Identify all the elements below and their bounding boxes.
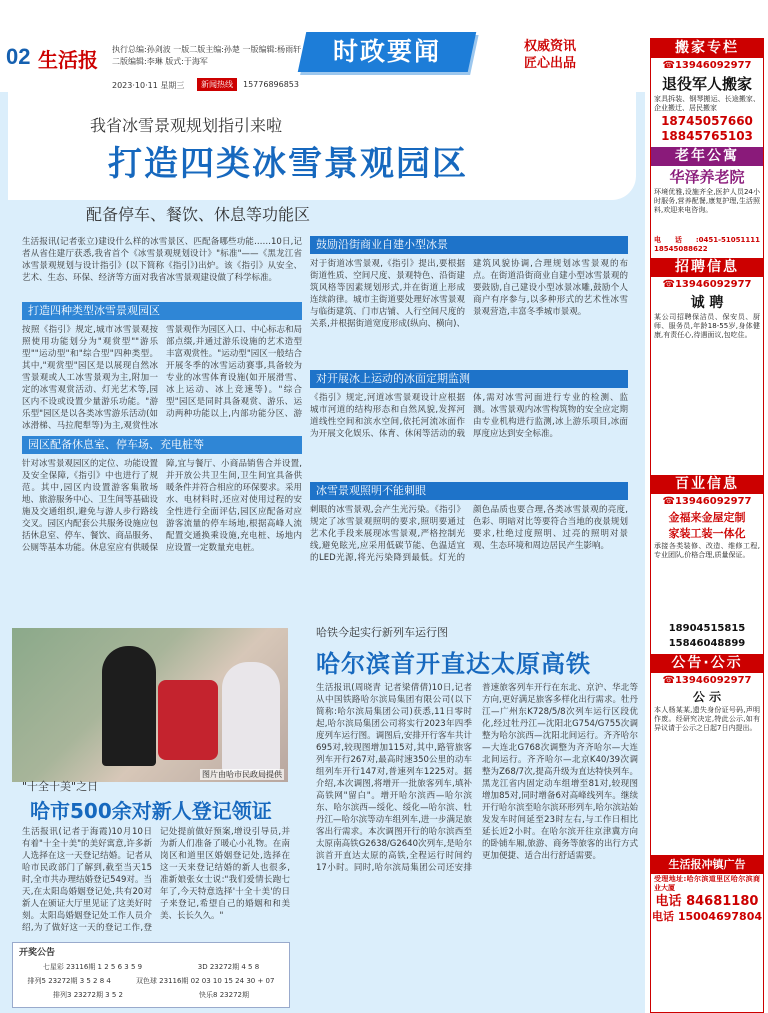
- lottery-item: 七星彩 23116期 1 2 5 6 3 5 9: [42, 963, 143, 971]
- section-heading-3: 鼓励沿街商业自建小型冰景: [310, 236, 628, 254]
- ad-phone: ☎13946092977: [662, 496, 752, 507]
- ad-title: 华泽养老院: [669, 168, 745, 186]
- ad-head-moving: 搬家专栏: [651, 39, 763, 58]
- section-text-5: 刺眼的冰雪景观,会产生光污染。《指引》规定了冰雪景观照明的要求,照明要通过艺术化手段来展现冰雪景观,严格控制光线,避免眩光,应采用低碳节能、色温适宜的LED光源,将光污染降到最低。灯光的颜色品质也要合理,各类冰雪景观的亮度,色彩、明暗对比等要符合当地的夜景规划要求,杜绝过度照明、过亮的照明对景观、生态环境和周边居民产生影响。: [310, 505, 628, 563]
- ad-head-elderly: 老年公寓: [651, 147, 763, 166]
- lottery-item: 快乐8 23272期: [199, 991, 249, 999]
- lottery-row: [13, 988, 289, 1002]
- lottery-item: 双色球 23116期 02 03 10 15 24 30 + 07: [135, 977, 275, 985]
- ad-head-notice: 公告·公示: [651, 654, 763, 673]
- classified-sidebar: [650, 38, 764, 1013]
- lottery-row: [13, 960, 289, 974]
- ad-phone: 18745057660: [661, 114, 753, 128]
- ad-head-jobs: 招聘信息: [651, 258, 763, 277]
- red-banner-shape: [158, 680, 218, 760]
- ad-phone: 18845765103: [661, 129, 753, 143]
- ad-phone: 18904515815: [668, 623, 746, 634]
- section-text-4: 《指引》规定,河道冰雪景观设计应根据城市河道的结构形态和自然风貌,发挥河道线性空间和滨水空间,依托河流冰面作为开展文化娱乐、体育、休闲等活动的载体,需对冰雪河面进行专业的检测、监测。冰雪景观内冰雪构筑物的安全应定期由专业机构进行监测,冰上游乐项目,冰面厚度应达到安全标准。: [310, 393, 628, 439]
- wedding-text: 生活报讯(记者于海霞)10月10日有着"十全十美"的美好寓意,许多新人选择在这一天登记结婚。记者从哈市民政部门了解到,截至当天15时,全市共办理结婚登记549对。当天,在太阳岛婚姻登记处,共有20对新人在颁证大厅里见证了这美好时刻。太阳岛婚姻登记处工作人员介绍,为了做好这一天的登记工作,登记处提前做好预案,增设引导员,并为新人们准备了暖心小礼物。在南岗区和道里区婚姻登记处,选择在这一天来登记结婚的新人也很多,准新娘张女士说:"我们爱情长跑七年了,今天特意选择'十全十美'的日子来登记,希望自己的婚姻和和美美、长长久久。": [22, 827, 290, 933]
- rail-headline: 哈尔滨首开直达太原高铁: [316, 650, 591, 678]
- lottery-row: [13, 974, 289, 988]
- ad-desc: 受理地址:哈尔滨道里区哈尔滨商业大厦: [654, 875, 760, 892]
- photo-caption: 图片由哈市民政局提供: [202, 770, 282, 779]
- section-heading-4: 对开展冰上运动的冰面定期监测: [310, 370, 628, 388]
- lead-subhead: 配备停车、餐饮、休息等功能区: [86, 205, 311, 224]
- section-heading-1: 打造四种类型冰雪景观园区: [22, 302, 302, 320]
- rail-text: 生活报讯(周晓青 记者梁倩倩)10日,记者从中国铁路哈尔滨局集团有限公司(以下简称:哈尔滨局集团公司)获悉,11日零时起,哈尔滨局集团公司将实行2023年四季度列车运行图。调图后,安排开行客车共计695对,较现图增加115对,其中,路管旅客列车开行267对,最高时速350公里的动车组列车开行147对,普速列车1225对。据介绍,本次调图,将增开一批旅客列车,填补高铁网"留白"。增开哈尔滨西—哈尔滨东、哈尔滨西—绥化、绥化—哈尔滨、牡丹江—哈尔滨等动车组列车,进一步满足旅客出行需求。本次调图开行的哈尔滨西至太原南高铁G2638/G2640次列车,是哈尔滨首开直达太原的高铁,全程运行时间约17小时。同时,哈尔滨局集团公司还安排普速旅客列车开行在东北、京沪、华北等方向,更好满足旅客多样化出行需求。牡丹江—广州东K728/5/8次列车运行区段优化,经过牡丹江—沈阳北G754/G755次调整为哈尔滨西—沈阳北间运行。齐齐哈尔—大连北G768次调整为齐齐哈尔—大连北间运行。齐齐哈尔—北京K40/39次调整为Z68/7次,提高升级为直达特快列车。黑龙江省内固定动车组增至81对,较现图增加85对,同时增备6对高峰线列车。继续开行哈尔滨至哈尔滨环形列车,哈尔滨站始发发车时间延至23时左右,与工作日相比延长近2小时。在哈尔滨开往京津冀方向的卧铺车厢,旅游、商务等旅客的出行方式更加便捷、适合出行舒适需要。: [316, 683, 638, 873]
- ad-phone: 电话 15004697804: [651, 910, 763, 923]
- ad-title: 金福来金屋定制: [668, 511, 746, 524]
- lead-kicker: 我省冰雪景观规划指引来啦: [90, 116, 283, 135]
- section-heading-2: 园区配备休息室、停车场、充电桩等: [22, 436, 302, 454]
- wedding-tag: "十全十美"之日: [22, 780, 99, 793]
- page-number: 02: [6, 44, 31, 69]
- lead-intro: 生活报讯(记者张立)建设什么样的冰雪景区、匹配备哪些功能……10日,记者从省住建厅获悉,我省首个《冰雪景观规划设计》"标准"——《黑龙江省冰雪景观规划与设计指引》(以下简称《指引》)出炉。该《指引》从安全、艺术、生态、环保、经济等方面对我省冰雪景观建设做了科学标准。: [22, 237, 302, 283]
- lottery-box: [12, 942, 290, 1008]
- ad-phone: 电话 84681180: [655, 894, 759, 909]
- ad-title: 公 示: [692, 690, 722, 704]
- editorial-crew: 执行总编:孙剑波 一版二版主编:孙楚 一版编辑:杨雨轩 二版编辑:李琳 版式:于海军: [112, 45, 302, 66]
- ad-head-business: 百业信息: [651, 475, 763, 494]
- section-text-1: 按照《指引》规定,城市冰雪景观按照使用功能划分为"观赏型""游乐型""运动型"和"综合型"四种类型。其中,"观赏型"园区是以展现自然冰雪景观或人工冰雪景观为主,附加一定的冰雪观赏活动、灯光艺术等,园区内不设或设置少量游乐功能。"游乐型"园区是以各类冰雪游乐活动(如冰滑梯、马拉爬犁等)为主,观赏性冰雪景观作为园区入口、中心标志和局部点缀,并通过游乐设施的艺术造型丰富观赏性。"运动型"园区一般结合开展冬季的冰雪运动赛事,具备较为专业的冰雪体育设施(如开展滑雪、冰上运动、冰上竞速等)。"综合型"园区是同时具备观赏、游乐、运动两种功能以上,内部功能分区、游: [22, 325, 302, 431]
- paper-name: 生活报: [38, 48, 98, 72]
- ad-desc: 环境优雅,设施齐全,医护人员24小时服务,营养配餐,康复护理,生活照料,欢迎来电咨询。: [654, 188, 760, 214]
- ad-desc: 某公司招聘保洁员、保安员、厨师、服务员,年龄18-55岁,身体健康,有责任心,待遇面议,包吃住。: [654, 313, 760, 339]
- hotline-label: 新闻热线: [197, 78, 237, 91]
- wedding-headline: 哈市500余对新人登记领证: [30, 799, 272, 823]
- ad-title: 家装工装一体化: [668, 527, 746, 540]
- ad-desc: 家具拆装、钢琴搬运、长途搬家、企业搬迁、居民搬家: [654, 95, 760, 112]
- lottery-item: 排列5 23272期 3 5 2 8 4: [27, 977, 111, 985]
- rail-kicker: 哈铁今起实行新列车运行图: [316, 626, 448, 639]
- section-text-3: 对于街道冰雪景观,《指引》提出,要根据街道性质、空间尺度、景观特色、沿街建筑风格等因素规划形式,并在街道上形成连续韵律。城市主街道要处理好冰雪景观与临街建筑、门市店铺、人行空间尺度的关系,并根据街道宽度形成(纵向、横向)、建筑风貌协调,合理规划冰雪景观的布点。在街道沿街商业自建小型冰雪景观的要鼓励,自己建设小型冰景冰雕,鼓励个人商户有序参与,以多种形式的艺术性冰雪景观营造,丰富冬季城市景观。: [310, 259, 628, 329]
- section-text-2: 针对冰雪景观园区的定位、功能设置及安全保障,《指引》中也进行了规范。其中,园区内设置游客集散场地、旅游服务中心、卫生间等基础设施及交通组织,避免与游人步行路线交叉。园区内配套公共服务设施应包括休息室、停车、餐饮、商品服务、公厕等基本功能。休息室应有供暖保障,宜与餐厅、小商品销售合并设置,并开放公共卫生间,卫生间宜具备供暖条件并符合相应的环保要求。采用水、电材料时,还应对使用过程的安全性进行全面评估,园区应配备对应游客流量的停车场地,根据高峰人流配置交通换乘设施,充电桩、场地内应设置一定数量充电桩。: [22, 459, 302, 553]
- section-heading-5: 冰雪景观照明不能刺眼: [310, 482, 628, 500]
- ad-desc: 本人杨某某,遗失身份证号码,声明作废。经研究决定,特此公示,如有异议请于公示之日起7日内提出。: [654, 706, 760, 732]
- section-banner: 时政要闻: [298, 32, 477, 72]
- ad-contact: 电话:0451-51051111 18545088622: [654, 236, 760, 253]
- ad-title: 退役军人搬家: [661, 75, 752, 93]
- issue-date: 2023·10·11 星期三: [112, 81, 185, 90]
- ad-phone: ☎13946092977: [662, 675, 752, 686]
- ad-desc: 承接各类装修、改造、维修工程,专业团队,价格合理,质量保证。: [654, 542, 760, 559]
- lead-headline: 打造四类冰雪景观园区: [108, 144, 468, 184]
- ad-phone: 15846048899: [668, 638, 746, 649]
- hotline-number: 15776896853: [243, 80, 299, 89]
- ad-title: 诚 聘: [690, 295, 724, 311]
- bride-figure: [222, 662, 280, 772]
- ad-phone: ☎13946092977: [662, 60, 752, 71]
- wedding-photo: [12, 628, 288, 782]
- lottery-title: 开奖公告: [19, 948, 56, 958]
- slogan: 权威资讯 匠心出品: [524, 39, 577, 71]
- lottery-item: 3D 23272期 4 5 8: [197, 963, 260, 971]
- lottery-item: 排列3 23272期 3 5 2: [53, 991, 123, 999]
- ad-head-service: 生活报冲镇广告: [651, 855, 763, 874]
- groom-figure: [102, 646, 156, 766]
- ad-phone: ☎13946092977: [662, 279, 752, 290]
